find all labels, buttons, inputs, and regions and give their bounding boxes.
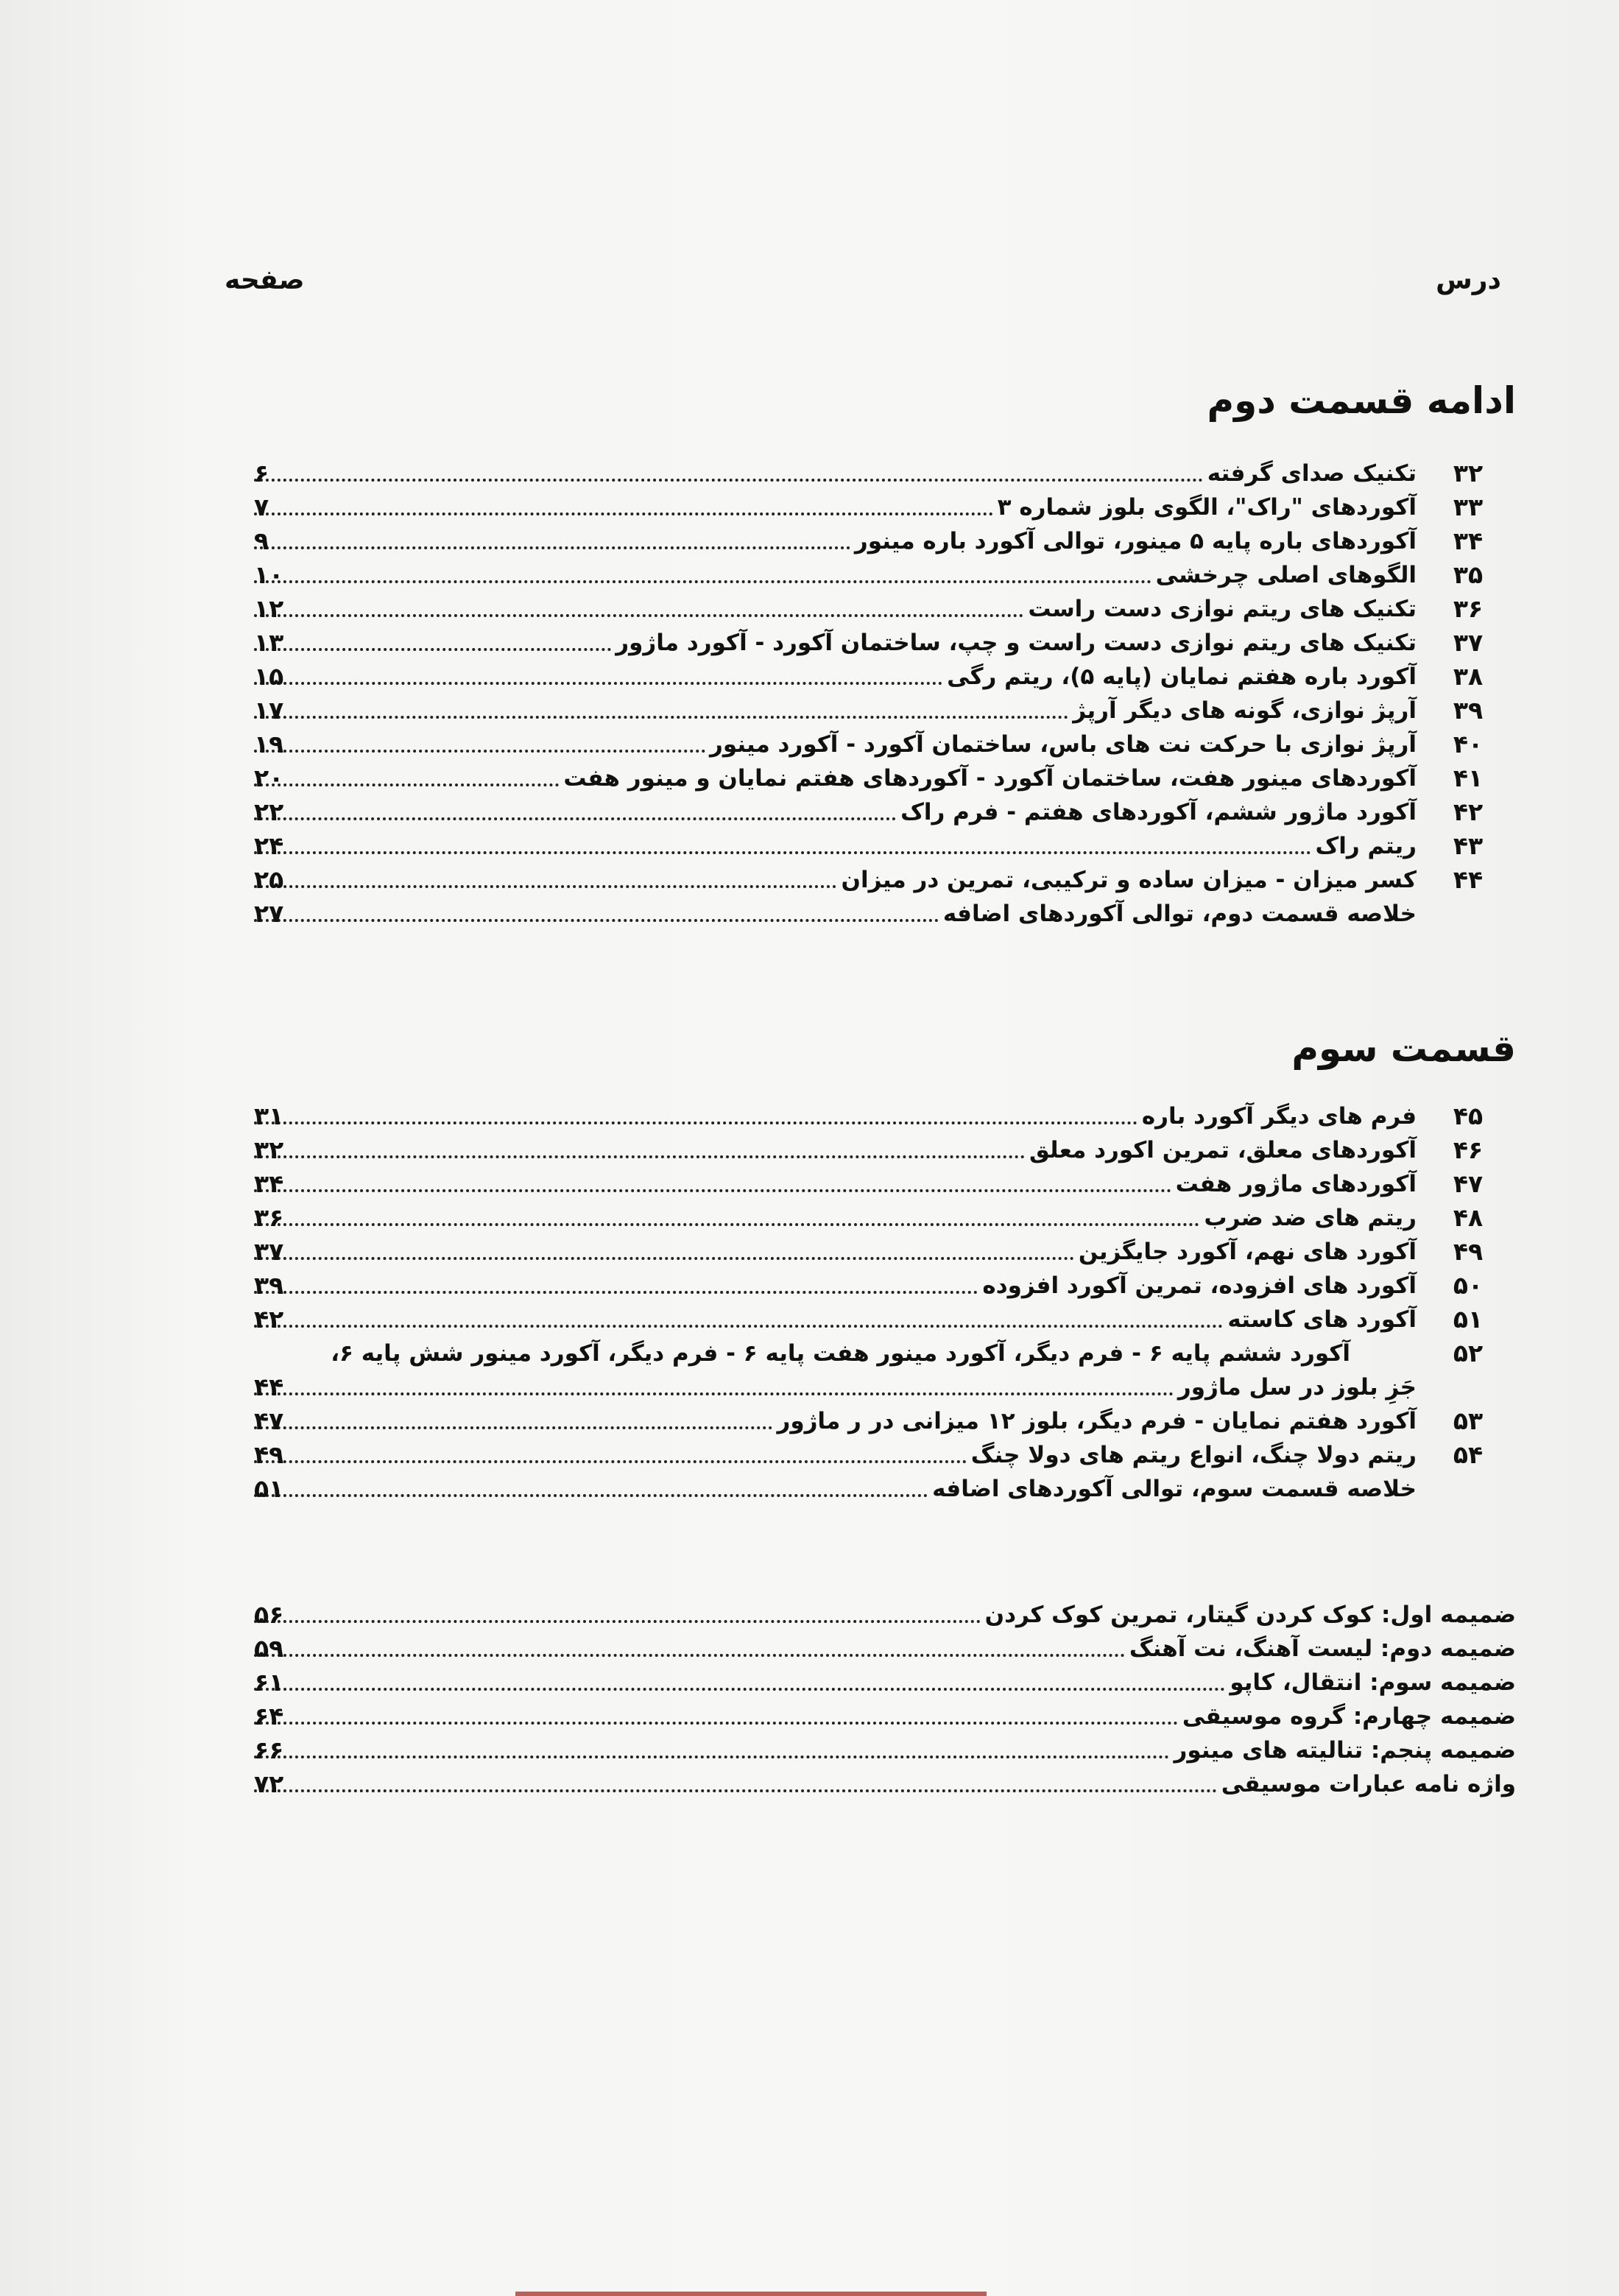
table-row [0, 592, 1619, 626]
table-row [0, 1269, 1619, 1303]
page-number: ۶ [254, 459, 269, 487]
table-row [0, 1099, 1619, 1133]
table-row [0, 1700, 1619, 1733]
lesson-title: تکنیک های ریتم نوازی دست راست [1028, 596, 1417, 622]
page-number: ۳۲ [254, 1135, 284, 1164]
section-title-part3: قسمت سوم [1291, 1027, 1516, 1070]
dot-leader [254, 1426, 772, 1429]
lesson-title: آرپژ نوازی با حرکت نت های باس، ساختمان آکورد - آکورد مینور [709, 731, 1417, 758]
section-title-part2: ادامه قسمت دوم [1207, 379, 1516, 422]
page-number: ۴۷ [254, 1406, 284, 1435]
dot-leader [254, 1460, 967, 1463]
lesson-column-header: درس [1436, 265, 1501, 295]
dot-leader [254, 1189, 1171, 1192]
dot-leader [254, 1325, 1223, 1328]
dot-leader [254, 614, 1023, 617]
lesson-title: آکورد باره هفتم نمایان (پایه ۵)، ریتم رگی [947, 663, 1417, 690]
lesson-number: ۵۴ [1453, 1440, 1484, 1469]
page-number: ۱۵ [254, 662, 284, 691]
dot-leader [254, 479, 1203, 482]
lesson-title: تکنیک های ریتم نوازی دست راست و چپ، ساختمان آکورد - آکورد ماژور [615, 630, 1417, 656]
dot-leader [254, 1789, 1217, 1792]
table-row [0, 1133, 1619, 1167]
page-number: ۱۲ [254, 594, 284, 623]
dot-leader [254, 1291, 978, 1294]
table-row [0, 795, 1619, 829]
page-number: ۷۲ [254, 1769, 284, 1798]
table-row [0, 457, 1619, 490]
lesson-title: ریتم راک [1315, 833, 1417, 859]
dot-leader [254, 1155, 1025, 1158]
lesson-title: آکورد های افزوده، تمرین آکورد افزوده [982, 1272, 1417, 1299]
page-number: ۴۲ [254, 1305, 284, 1334]
dot-leader [254, 1722, 1178, 1725]
lesson-number: ۳۶ [1453, 594, 1484, 623]
page-number: ۷ [254, 493, 269, 521]
page-number: ۱۳ [254, 628, 284, 657]
dot-leader [254, 1392, 1174, 1395]
lesson-title: کسر میزان - میزان ساده و ترکیبی، تمرین در میزان [841, 867, 1417, 893]
lesson-title: ضمیمه سوم: انتقال، کاپو [1230, 1669, 1516, 1696]
lesson-title: آکوردهای مینور هفت، ساختمان آکورد - آکوردهای هفتم نمایان و مینور هفت [563, 765, 1417, 792]
table-row [0, 1404, 1619, 1438]
lesson-number: ۳۳ [1453, 493, 1484, 521]
lesson-title: ریتم دولا چنگ، انواع ریتم های دولا چنگ [970, 1442, 1417, 1468]
lesson-number: ۴۰ [1453, 730, 1484, 758]
lesson-number: ۵۲ [1453, 1339, 1484, 1367]
page-number: ۴۹ [254, 1440, 284, 1469]
dot-leader [254, 851, 1311, 854]
dot-leader [254, 546, 850, 549]
dot-leader [254, 1257, 1074, 1260]
table-row [0, 524, 1619, 558]
table-row [0, 626, 1619, 660]
lesson-number: ۴۱ [1453, 764, 1484, 792]
table-row [0, 761, 1619, 795]
table-row [0, 1598, 1619, 1632]
lesson-number: ۴۲ [1453, 797, 1484, 826]
lesson-title: آکوردهای "راک"، الگوی بلوز شماره ۳ [997, 494, 1417, 521]
lesson-title: فرم های دیگر آکورد باره [1141, 1103, 1417, 1130]
table-row [0, 829, 1619, 863]
lesson-number: ۴۶ [1453, 1135, 1484, 1164]
page-number: ۲۲ [254, 797, 284, 826]
lesson-title: ریتم های ضد ضرب [1204, 1205, 1417, 1231]
lesson-number: ۵۰ [1453, 1271, 1484, 1300]
lesson-title: خلاصه قسمت دوم، توالی آکوردهای اضافه [942, 901, 1417, 927]
table-row [0, 1733, 1619, 1767]
page-number: ۲۷ [254, 899, 284, 928]
lesson-title: تکنیک صدای گرفته [1207, 460, 1417, 487]
lesson-number: ۴۴ [1453, 865, 1484, 894]
dot-leader [254, 817, 896, 820]
table-row [0, 1666, 1619, 1700]
dot-leader [254, 513, 993, 515]
page-column-header: صفحه [225, 265, 305, 295]
table-row [0, 1235, 1619, 1269]
table-row [0, 1767, 1619, 1801]
dot-leader [254, 1620, 981, 1623]
lesson-title: آکورد ماژور ششم، آکوردهای هفتم - فرم راک [900, 799, 1417, 825]
lesson-number: ۳۷ [1453, 628, 1484, 657]
page-number: ۶۱ [254, 1668, 284, 1697]
lesson-number: ۴۸ [1453, 1203, 1484, 1232]
page-number: ۵۶ [254, 1600, 284, 1629]
lesson-title: ضمیمه پنجم: تنالیته های مینور [1174, 1737, 1516, 1764]
table-row [0, 897, 1619, 931]
page-edge-strip [515, 2292, 987, 2296]
lesson-number: ۴۳ [1453, 831, 1484, 860]
lesson-title: الگوهای اصلی چرخشی [1155, 562, 1417, 588]
lesson-number: ۵۳ [1453, 1406, 1484, 1435]
lesson-number: ۵۱ [1453, 1305, 1484, 1334]
page-number: ۵۹ [254, 1634, 284, 1663]
dot-leader [254, 919, 939, 922]
lesson-number: ۳۸ [1453, 662, 1484, 691]
page-number: ۵۱ [254, 1474, 284, 1503]
table-row [0, 660, 1619, 694]
table-row [0, 1472, 1619, 1506]
table-row [0, 1337, 1619, 1370]
lesson-title: آکوردهای باره پایه ۵ مینور، توالی آکورد باره مینور [854, 528, 1417, 554]
dot-leader [254, 648, 611, 651]
page-number: ۳۷ [254, 1237, 284, 1266]
dot-leader [254, 885, 836, 888]
dot-leader [254, 580, 1151, 583]
page-number: ۱۰ [254, 560, 284, 589]
lesson-number: ۳۲ [1453, 459, 1484, 487]
dot-leader [254, 682, 942, 685]
page-number: ۳۱ [254, 1102, 284, 1130]
page-number: ۴۴ [254, 1373, 284, 1401]
dot-leader [254, 1756, 1169, 1758]
dot-leader [254, 1494, 928, 1497]
table-row [0, 863, 1619, 897]
page-number: ۹ [254, 527, 269, 555]
lesson-title: جَزِ بلوز در سل ماژور [1177, 1374, 1417, 1401]
lesson-title: ضمیمه چهارم: گروه موسیقی [1182, 1703, 1516, 1730]
lesson-title: آکوردهای معلق، تمرین اکورد معلق [1029, 1137, 1417, 1163]
table-row [0, 1303, 1619, 1337]
table-row [0, 1370, 1619, 1404]
lesson-number: ۴۷ [1453, 1169, 1484, 1198]
lesson-title: آکورد های نهم، آکورد جایگزین [1078, 1239, 1417, 1265]
lesson-title: خلاصه قسمت سوم، توالی آکوردهای اضافه [932, 1476, 1417, 1502]
lesson-title: آکورد هفتم نمایان - فرم دیگر، بلوز ۱۲ میزانی در ر ماژور [777, 1408, 1417, 1434]
page-number: ۲۴ [254, 831, 284, 860]
dot-leader [254, 716, 1068, 719]
lesson-title: واژه نامه عبارات موسیقی [1221, 1771, 1516, 1797]
lesson-number: ۳۵ [1453, 560, 1484, 589]
page-number: ۶۶ [254, 1736, 284, 1764]
lesson-title: ضمیمه دوم: لیست آهنگ، نت آهنگ [1129, 1635, 1516, 1662]
lesson-number: ۳۹ [1453, 696, 1484, 725]
table-row [0, 1438, 1619, 1472]
page-number: ۳۹ [254, 1271, 284, 1300]
lesson-title: آکوردهای ماژور هفت [1175, 1171, 1417, 1197]
dot-leader [254, 1654, 1125, 1657]
dot-leader [254, 1223, 1199, 1226]
page-number: ۱۹ [254, 730, 284, 758]
dot-leader [254, 1688, 1225, 1691]
lesson-title: آرپژ نوازی، گونه های دیگر آرپژ [1073, 697, 1417, 724]
lesson-title: آکورد های کاسته [1227, 1306, 1417, 1333]
page-number: ۶۴ [254, 1702, 284, 1730]
table-row [0, 558, 1619, 592]
lesson-number: ۴۹ [1453, 1237, 1484, 1266]
page-number: ۱۷ [254, 696, 284, 725]
table-row [0, 490, 1619, 524]
dot-leader [254, 750, 705, 753]
dot-leader [254, 1121, 1137, 1124]
page-number: ۳۴ [254, 1169, 284, 1198]
lesson-number: ۳۴ [1453, 527, 1484, 555]
page-number: ۳۶ [254, 1203, 284, 1232]
table-row [0, 1201, 1619, 1235]
table-row [0, 694, 1619, 728]
lesson-title: آکورد ششم پایه ۶ - فرم دیگر، آکورد مینور هفت پایه ۶ - فرم دیگر، آکورد مینور شش پایه ۶، [331, 1340, 1350, 1367]
table-row [0, 728, 1619, 761]
table-row [0, 1632, 1619, 1666]
lesson-title: ضمیمه اول: کوک کردن گیتار، تمرین کوک کردن [984, 1602, 1516, 1628]
lesson-number: ۴۵ [1453, 1102, 1484, 1130]
page-number: ۲۰ [254, 764, 284, 792]
page-number: ۲۵ [254, 865, 284, 894]
table-row [0, 1167, 1619, 1201]
